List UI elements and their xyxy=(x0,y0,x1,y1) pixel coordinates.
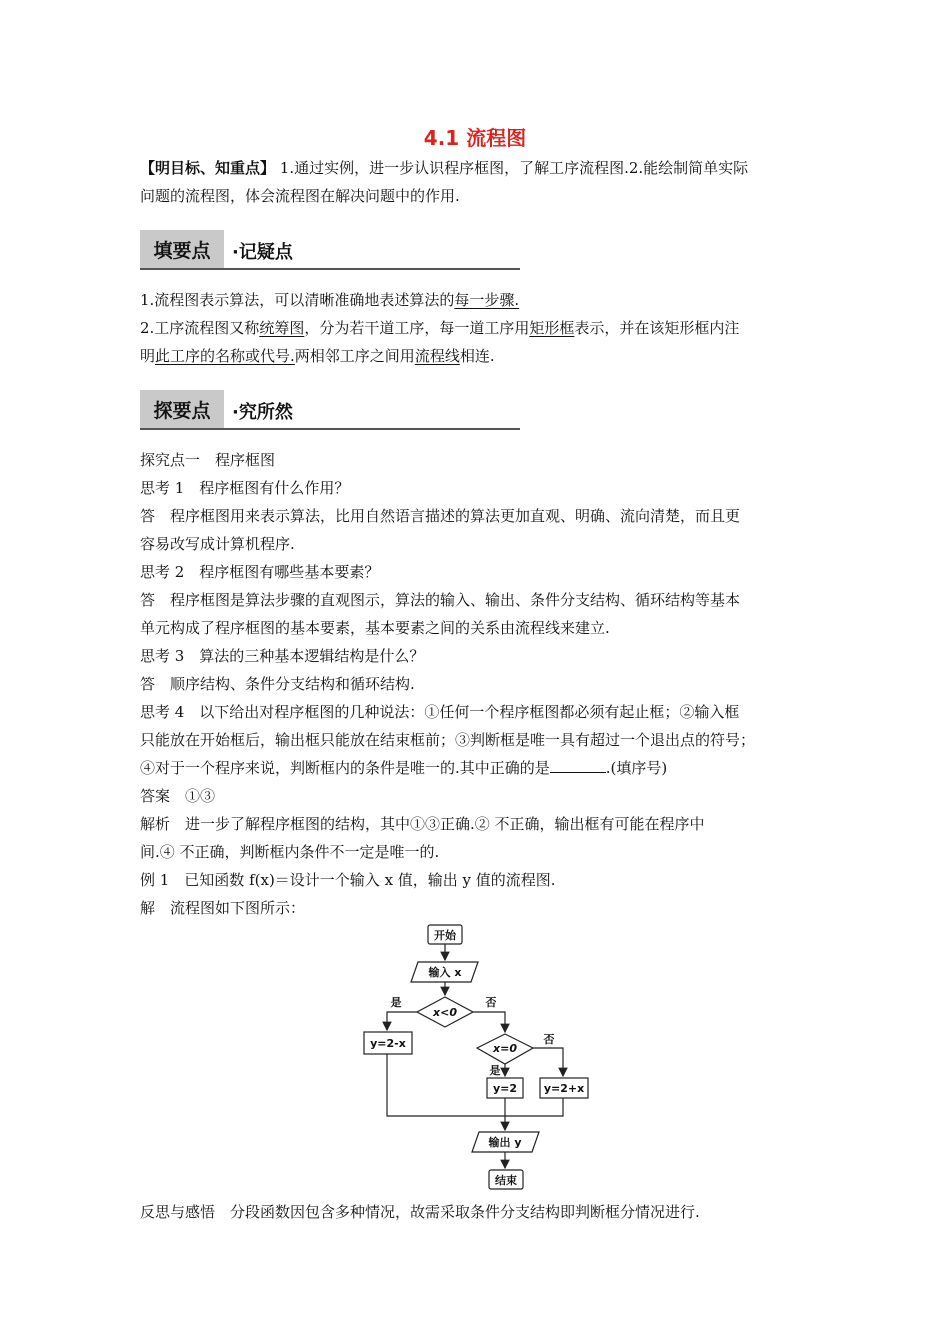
explore-line: 探究点一 程序框图 xyxy=(140,451,276,469)
objectives-label: 【明目标、知重点】 xyxy=(140,159,276,177)
explore-line: 答案 ①③ xyxy=(140,787,216,805)
underlined-answer: 统筹图 xyxy=(259,319,305,337)
flow-right-label: y=2+x xyxy=(543,1082,585,1095)
fill-point-2 xyxy=(140,318,739,338)
underlined-answer: 矩形框 xyxy=(529,319,575,337)
section-box-label: 填要点 xyxy=(140,230,224,268)
flowchart xyxy=(350,918,610,1196)
explore-line: 思考 1 程序框图有什么作用？ xyxy=(140,479,350,497)
fill-point-1 xyxy=(140,290,519,310)
explore-line: 解析 进一步了解程序框图的结构，其中①③正确.② 不正确，输出框有可能在程序中 xyxy=(140,815,705,833)
underlined-answer: 每一步骤. xyxy=(454,291,520,309)
explore-line: 间.④ 不正确，判断框内条件不一定是唯一的. xyxy=(140,843,440,861)
flow-mid-label: y=2 xyxy=(492,1082,518,1095)
flow-no1-label: 否 xyxy=(485,996,497,1009)
flow-end-label: 结束 xyxy=(495,1174,517,1187)
flow-input-label: 输入 x xyxy=(428,966,462,979)
flow-yes1-label: 是 xyxy=(390,996,402,1009)
answer-blank xyxy=(550,758,606,773)
explore-line: 答 程序框图是算法步骤的直观图示，算法的输入、输出、条件分支结构、循环结构等基本 xyxy=(140,591,741,609)
reflection-line: 反思与感悟 分段函数因包含多种情况，故需采取条件分支结构即判断框分情况进行. xyxy=(140,1203,700,1221)
text: 相连. xyxy=(459,347,495,365)
explore-line: 答 顺序结构、条件分支结构和循环结构. xyxy=(140,675,415,693)
flow-cond1-label: x<0 xyxy=(433,1006,457,1019)
text: 表示，并在该矩形框内注 xyxy=(574,319,740,337)
page-title: 4.1 流程图 xyxy=(423,126,527,150)
explore-line: 思考 2 程序框图有哪些基本要素？ xyxy=(140,563,380,581)
explore-line: 思考 4 以下给出对程序框图的几种说法：①任何一个程序框图都必须有起止框；②输入框 xyxy=(140,703,740,721)
text: 2.工序流程图又称 xyxy=(140,319,260,337)
text: .(填序号) xyxy=(605,759,668,777)
section-header-explore xyxy=(140,390,520,430)
explore-line: 单元构成了程序框图的基本要素，基本要素之间的关系由流程线来建立. xyxy=(140,619,610,637)
flow-start-label: 开始 xyxy=(434,929,456,942)
explore-line: 解 流程图如下图所示： xyxy=(140,899,306,917)
flow-no2-label: 否 xyxy=(543,1033,555,1046)
objectives-line-2: 问题的流程图，体会流程图在解决问题中的作用. xyxy=(140,187,460,205)
underlined-answer: 流程线 xyxy=(414,347,460,365)
text: 明 xyxy=(140,347,156,365)
section-rule xyxy=(140,268,520,270)
objectives-line-1 xyxy=(140,158,748,178)
section-sub-label: ·究所然 xyxy=(232,402,293,423)
flow-yes2-label: 是 xyxy=(489,1064,501,1077)
section-header-fill xyxy=(140,230,520,270)
explore-line: 只能放在开始框后，输出框只能放在结束框前；③判断框是唯一具有超过一个退出点的符号； xyxy=(140,731,756,749)
explore-line xyxy=(140,758,667,778)
text: 两相邻工序之间用 xyxy=(294,347,415,365)
explore-line: 例 1 已知函数 f(x)＝设计一个输入 x 值，输出 y 值的流程图. xyxy=(140,871,556,889)
section-sub-label: ·记疑点 xyxy=(232,242,293,263)
text: ，分为若干道工序，每一道工序用 xyxy=(304,319,530,337)
underlined-answer: 此工序的名称或代号. xyxy=(155,347,295,365)
fill-point-3 xyxy=(140,346,495,366)
explore-line: 容易改写成计算机程序. xyxy=(140,535,295,553)
objectives-text-1: 1.通过实例，进一步认识程序框图，了解工序流程图.2.能绘制简单实际 xyxy=(275,159,749,177)
section-rule xyxy=(140,428,520,430)
explore-line: 思考 3 算法的三种基本逻辑结构是什么？ xyxy=(140,647,425,665)
flow-output-label: 输出 y xyxy=(488,1136,522,1149)
text: ④对于一个程序来说，判断框内的条件是唯一的.其中正确的是 xyxy=(140,759,550,777)
flow-cond2-label: x=0 xyxy=(493,1042,517,1055)
explore-line: 答 程序框图用来表示算法，比用自然语言描述的算法更加直观、明确、流向清楚，而且更 xyxy=(140,507,741,525)
flow-left-label: y=2-x xyxy=(370,1037,406,1050)
section-box-label: 探要点 xyxy=(140,390,224,428)
text: 1.流程图表示算法，可以清晰准确地表述算法的 xyxy=(140,291,455,309)
